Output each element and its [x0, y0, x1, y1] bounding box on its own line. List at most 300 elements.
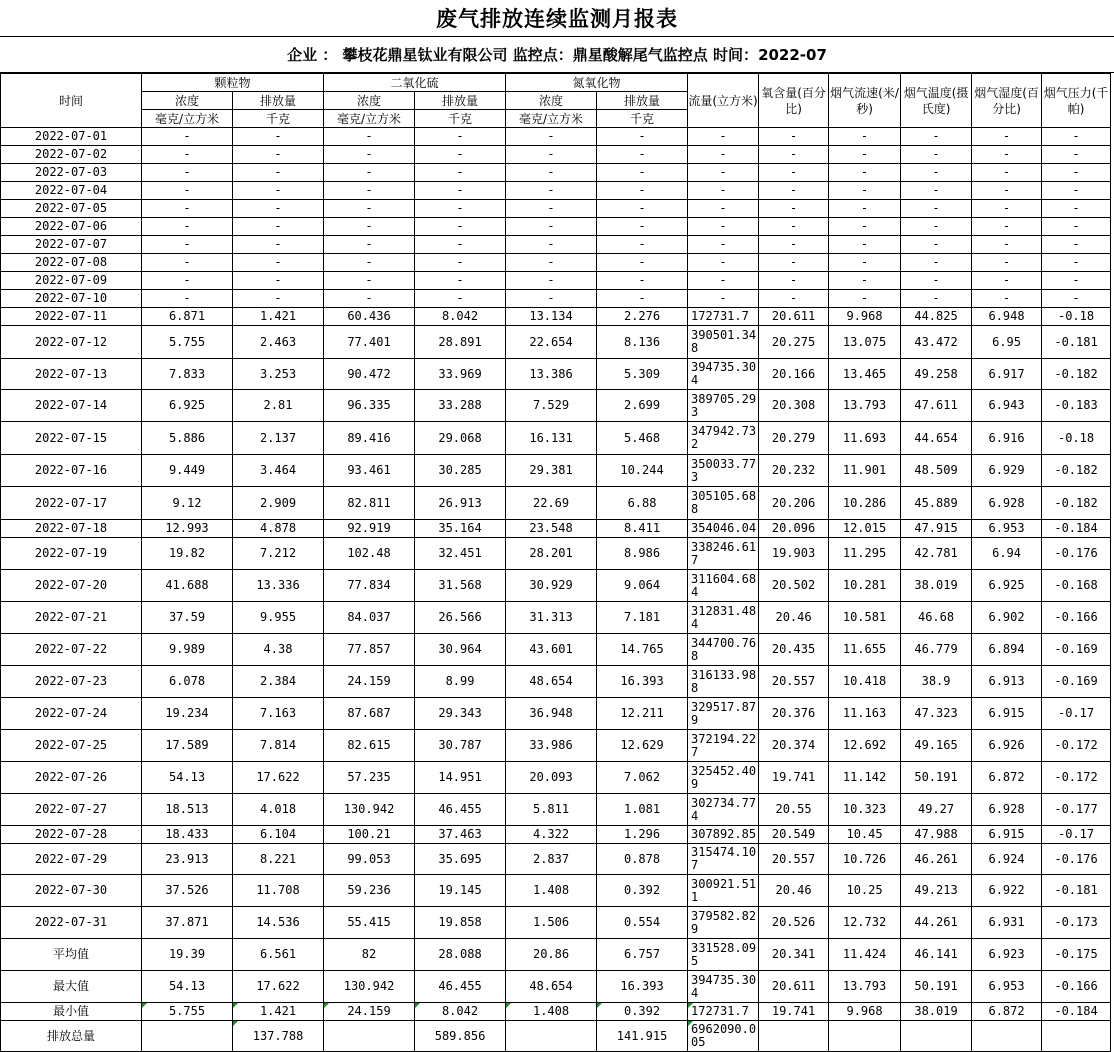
header-nox-conc: 浓度: [506, 92, 597, 110]
table-cell: 37.526: [142, 875, 233, 907]
table-cell: -: [142, 218, 233, 236]
header-particulate: 颗粒物: [142, 74, 324, 92]
table-cell: 20.308: [759, 390, 829, 422]
table-cell: 50.191: [901, 971, 972, 1003]
table-row: [1, 634, 1111, 666]
table-cell: 48.509: [901, 455, 972, 487]
table-cell: 26.913: [415, 487, 506, 520]
table-cell: 90.472: [324, 359, 415, 390]
table-cell: 46.455: [415, 971, 506, 1003]
emission-table: [0, 73, 1111, 1052]
table-cell: -0.172: [1042, 762, 1111, 794]
table-cell: 141.915: [597, 1021, 688, 1052]
monitor-label: 监控点：: [512, 46, 573, 64]
row-label: 2022-07-26: [1, 762, 142, 794]
table-cell: 11.163: [829, 698, 901, 730]
table-cell: 6.953: [972, 971, 1042, 1003]
table-cell: 9.955: [233, 602, 324, 634]
table-cell: 3.253: [233, 359, 324, 390]
table-cell: -: [829, 290, 901, 308]
table-cell: 2.81: [233, 390, 324, 422]
table-row: [1, 272, 1111, 290]
table-cell: 100.21: [324, 826, 415, 844]
header-particulate-emission: 排放量: [233, 92, 324, 110]
table-cell: 47.988: [901, 826, 972, 844]
table-cell: -0.182: [1042, 455, 1111, 487]
table-cell: 87.687: [324, 698, 415, 730]
row-label: 2022-07-22: [1, 634, 142, 666]
table-cell: 18.513: [142, 794, 233, 826]
table-cell: -: [597, 236, 688, 254]
table-cell: 0.392: [597, 1003, 688, 1021]
table-cell: -: [829, 200, 901, 218]
table-cell: 2.463: [233, 326, 324, 359]
table-cell: 344700.768: [688, 634, 759, 666]
table-cell: -0.172: [1042, 730, 1111, 762]
report-title: [0, 0, 1114, 37]
header-so2: 二氧化硫: [324, 74, 506, 92]
table-cell: 20.46: [759, 602, 829, 634]
table-row: [1, 422, 1111, 455]
table-cell: 32.451: [415, 538, 506, 570]
table-cell: 99.053: [324, 844, 415, 875]
table-cell: 4.322: [506, 826, 597, 844]
table-cell: -: [829, 236, 901, 254]
table-cell: 6.925: [142, 390, 233, 422]
table-cell: -: [233, 128, 324, 146]
table-cell: -: [1042, 236, 1111, 254]
table-cell: -: [324, 236, 415, 254]
table-cell: 57.235: [324, 762, 415, 794]
table-cell: -: [415, 290, 506, 308]
table-cell: 6.915: [972, 826, 1042, 844]
table-cell: 33.969: [415, 359, 506, 390]
table-cell: 6.078: [142, 666, 233, 698]
table-cell: -: [972, 164, 1042, 182]
table-cell: 54.13: [142, 762, 233, 794]
table-row: [1, 520, 1111, 538]
table-cell: 12.015: [829, 520, 901, 538]
table-cell: 6.95: [972, 326, 1042, 359]
table-cell: [759, 1021, 829, 1052]
table-cell: 5.309: [597, 359, 688, 390]
time-label: 时间：: [713, 46, 759, 64]
table-row: [1, 487, 1111, 520]
row-label: 排放总量: [1, 1021, 142, 1052]
table-cell: -: [324, 146, 415, 164]
row-label: 2022-07-05: [1, 200, 142, 218]
table-cell: 8.221: [233, 844, 324, 875]
table-cell: 37.871: [142, 907, 233, 939]
report-title-text: 废气排放连续监测月报表: [436, 7, 678, 31]
table-cell: -: [972, 146, 1042, 164]
table-body: [1, 128, 1111, 1052]
table-cell: -0.175: [1042, 939, 1111, 971]
table-cell: 37.463: [415, 826, 506, 844]
table-cell: 82.615: [324, 730, 415, 762]
table-cell: -: [759, 164, 829, 182]
table-cell: 82.811: [324, 487, 415, 520]
table-cell: 50.191: [901, 762, 972, 794]
table-cell: -: [1042, 200, 1111, 218]
table-cell: -: [506, 200, 597, 218]
table-cell: 5.811: [506, 794, 597, 826]
table-cell: -: [688, 146, 759, 164]
table-cell: 589.856: [415, 1021, 506, 1052]
table-cell: -: [901, 272, 972, 290]
table-cell: 6.928: [972, 487, 1042, 520]
header-temperature: 烟气温度(摄氏度): [901, 74, 972, 128]
table-cell: -0.177: [1042, 794, 1111, 826]
table-cell: 347942.732: [688, 422, 759, 455]
table-cell: -: [972, 272, 1042, 290]
table-cell: -: [829, 146, 901, 164]
table-cell: 1.408: [506, 875, 597, 907]
table-cell: 19.145: [415, 875, 506, 907]
row-label: 2022-07-06: [1, 218, 142, 236]
table-cell: -: [688, 254, 759, 272]
table-cell: -: [233, 272, 324, 290]
table-cell: 20.279: [759, 422, 829, 455]
table-cell: 172731.7: [688, 1003, 759, 1021]
table-cell: 20.166: [759, 359, 829, 390]
table-cell: 20.46: [759, 875, 829, 907]
table-cell: 4.878: [233, 520, 324, 538]
table-cell: 44.825: [901, 308, 972, 326]
row-label: 2022-07-27: [1, 794, 142, 826]
table-cell: 20.275: [759, 326, 829, 359]
table-cell: -0.168: [1042, 570, 1111, 602]
table-row: [1, 762, 1111, 794]
header-nox-emission: 排放量: [597, 92, 688, 110]
table-row: [1, 455, 1111, 487]
table-row: [1, 570, 1111, 602]
table-cell: -: [415, 218, 506, 236]
table-cell: -: [901, 236, 972, 254]
table-cell: -: [759, 290, 829, 308]
table-cell: -: [597, 200, 688, 218]
table-cell: 9.449: [142, 455, 233, 487]
row-label: 2022-07-16: [1, 455, 142, 487]
table-row: [1, 146, 1111, 164]
table-cell: 16.393: [597, 666, 688, 698]
table-cell: 6.948: [972, 308, 1042, 326]
table-row: [1, 698, 1111, 730]
table-cell: -: [597, 272, 688, 290]
table-cell: 38.9: [901, 666, 972, 698]
table-cell: 6962090.005: [688, 1021, 759, 1052]
row-label: 2022-07-04: [1, 182, 142, 200]
table-cell: 6.88: [597, 487, 688, 520]
table-cell: 19.903: [759, 538, 829, 570]
table-cell: [972, 1021, 1042, 1052]
table-cell: 46.455: [415, 794, 506, 826]
row-label: 2022-07-24: [1, 698, 142, 730]
table-cell: -: [597, 164, 688, 182]
table-cell: -: [901, 182, 972, 200]
table-cell: -: [829, 182, 901, 200]
table-cell: 20.374: [759, 730, 829, 762]
header-nox: 氮氧化物: [506, 74, 688, 92]
table-cell: -: [688, 164, 759, 182]
table-cell: 96.335: [324, 390, 415, 422]
table-cell: 130.942: [324, 971, 415, 1003]
table-cell: 11.424: [829, 939, 901, 971]
table-cell: 10.281: [829, 570, 901, 602]
table-cell: 312831.484: [688, 602, 759, 634]
table-cell: 6.872: [972, 762, 1042, 794]
table-cell: 19.858: [415, 907, 506, 939]
table-cell: -: [972, 200, 1042, 218]
table-cell: -0.181: [1042, 326, 1111, 359]
table-cell: [1042, 1021, 1111, 1052]
table-cell: 379582.829: [688, 907, 759, 939]
table-cell: 315474.107: [688, 844, 759, 875]
table-cell: 325452.409: [688, 762, 759, 794]
header-pressure: 烟气压力(千帕): [1042, 74, 1111, 128]
row-label: 2022-07-13: [1, 359, 142, 390]
table-cell: 1.506: [506, 907, 597, 939]
table-cell: 311604.684: [688, 570, 759, 602]
table-cell: 49.213: [901, 875, 972, 907]
header-particulate-emission-unit: 千克: [233, 110, 324, 128]
table-cell: -: [688, 290, 759, 308]
table-cell: 49.165: [901, 730, 972, 762]
table-cell: 47.915: [901, 520, 972, 538]
table-cell: 20.376: [759, 698, 829, 730]
table-cell: 22.654: [506, 326, 597, 359]
table-cell: 20.093: [506, 762, 597, 794]
row-label: 2022-07-12: [1, 326, 142, 359]
table-cell: 49.27: [901, 794, 972, 826]
header-nox-conc-unit: 毫克/立方米: [506, 110, 597, 128]
table-cell: -: [142, 290, 233, 308]
table-cell: 6.757: [597, 939, 688, 971]
table-cell: 7.212: [233, 538, 324, 570]
table-cell: -: [759, 182, 829, 200]
table-cell: -: [829, 218, 901, 236]
table-cell: 12.692: [829, 730, 901, 762]
table-cell: -: [506, 128, 597, 146]
table-cell: 19.741: [759, 762, 829, 794]
table-cell: 394735.304: [688, 971, 759, 1003]
table-cell: 23.548: [506, 520, 597, 538]
table-row: [1, 218, 1111, 236]
table-cell: -: [324, 254, 415, 272]
table-cell: -: [901, 128, 972, 146]
table-row: [1, 907, 1111, 939]
table-cell: 6.926: [972, 730, 1042, 762]
table-cell: -: [506, 290, 597, 308]
header-time: 时间: [1, 74, 142, 128]
summary-row: [1, 1003, 1111, 1021]
table-cell: 372194.227: [688, 730, 759, 762]
table-row: [1, 236, 1111, 254]
table-cell: 16.131: [506, 422, 597, 455]
row-label: 平均值: [1, 939, 142, 971]
table-cell: 3.464: [233, 455, 324, 487]
table-cell: -: [759, 128, 829, 146]
table-cell: 6.913: [972, 666, 1042, 698]
table-cell: 24.159: [324, 1003, 415, 1021]
table-cell: 7.062: [597, 762, 688, 794]
table-cell: 48.654: [506, 666, 597, 698]
table-cell: 12.993: [142, 520, 233, 538]
table-cell: 102.48: [324, 538, 415, 570]
table-cell: 20.549: [759, 826, 829, 844]
table-cell: 0.392: [597, 875, 688, 907]
table-cell: 2.276: [597, 308, 688, 326]
table-cell: 8.99: [415, 666, 506, 698]
table-cell: -: [759, 146, 829, 164]
table-row: [1, 826, 1111, 844]
header-nox-emission-unit: 千克: [597, 110, 688, 128]
table-cell: 19.39: [142, 939, 233, 971]
table-cell: -: [324, 218, 415, 236]
table-cell: [901, 1021, 972, 1052]
table-cell: -: [1042, 218, 1111, 236]
table-cell: 46.779: [901, 634, 972, 666]
header-so2-emission: 排放量: [415, 92, 506, 110]
row-label: 2022-07-29: [1, 844, 142, 875]
table-cell: -: [759, 272, 829, 290]
table-cell: 2.137: [233, 422, 324, 455]
table-cell: 20.557: [759, 666, 829, 698]
table-cell: -0.181: [1042, 875, 1111, 907]
table-row: [1, 290, 1111, 308]
table-cell: 77.834: [324, 570, 415, 602]
table-cell: -: [597, 218, 688, 236]
table-cell: 8.986: [597, 538, 688, 570]
table-cell: 11.142: [829, 762, 901, 794]
table-cell: -: [972, 218, 1042, 236]
table-cell: 19.741: [759, 1003, 829, 1021]
table-cell: 6.902: [972, 602, 1042, 634]
table-row: [1, 308, 1111, 326]
table-cell: -: [1042, 254, 1111, 272]
table-cell: 30.964: [415, 634, 506, 666]
table-row: [1, 182, 1111, 200]
table-cell: 316133.988: [688, 666, 759, 698]
table-cell: 12.629: [597, 730, 688, 762]
header-so2-conc-unit: 毫克/立方米: [324, 110, 415, 128]
table-cell: 302734.774: [688, 794, 759, 826]
table-cell: 172731.7: [688, 308, 759, 326]
table-cell: -0.18: [1042, 422, 1111, 455]
table-cell: 6.931: [972, 907, 1042, 939]
table-cell: -: [759, 254, 829, 272]
table-cell: 20.611: [759, 971, 829, 1003]
table-cell: 20.611: [759, 308, 829, 326]
table-cell: 7.181: [597, 602, 688, 634]
table-cell: 36.948: [506, 698, 597, 730]
table-cell: -: [233, 146, 324, 164]
table-cell: 6.915: [972, 698, 1042, 730]
table-cell: 9.12: [142, 487, 233, 520]
row-label: 2022-07-20: [1, 570, 142, 602]
table-cell: -: [233, 182, 324, 200]
table-cell: 6.929: [972, 455, 1042, 487]
table-cell: [829, 1021, 901, 1052]
row-label: 2022-07-03: [1, 164, 142, 182]
table-cell: 7.833: [142, 359, 233, 390]
table-cell: 4.018: [233, 794, 324, 826]
header-particulate-conc-unit: 毫克/立方米: [142, 110, 233, 128]
table-cell: 10.244: [597, 455, 688, 487]
table-cell: 47.323: [901, 698, 972, 730]
table-cell: -: [415, 236, 506, 254]
table-row: [1, 390, 1111, 422]
table-cell: 6.94: [972, 538, 1042, 570]
table-cell: -: [901, 200, 972, 218]
table-cell: 394735.304: [688, 359, 759, 390]
table-cell: [506, 1021, 597, 1052]
table-cell: 8.042: [415, 308, 506, 326]
table-cell: 14.765: [597, 634, 688, 666]
table-row: [1, 200, 1111, 218]
table-cell: 14.536: [233, 907, 324, 939]
row-label: 2022-07-02: [1, 146, 142, 164]
table-cell: -: [1042, 164, 1111, 182]
table-cell: 20.435: [759, 634, 829, 666]
table-cell: -: [324, 128, 415, 146]
table-cell: 6.561: [233, 939, 324, 971]
table-cell: 9.989: [142, 634, 233, 666]
row-label: 2022-07-30: [1, 875, 142, 907]
table-cell: 29.343: [415, 698, 506, 730]
table-cell: -: [688, 236, 759, 254]
table-cell: -: [901, 290, 972, 308]
table-cell: 93.461: [324, 455, 415, 487]
table-cell: 6.923: [972, 939, 1042, 971]
table-cell: 1.296: [597, 826, 688, 844]
table-cell: 6.943: [972, 390, 1042, 422]
table-cell: -: [597, 146, 688, 164]
row-label: 2022-07-08: [1, 254, 142, 272]
table-cell: 33.288: [415, 390, 506, 422]
table-cell: -: [415, 164, 506, 182]
table-cell: 49.258: [901, 359, 972, 390]
table-cell: 10.418: [829, 666, 901, 698]
table-row: [1, 666, 1111, 698]
table-row: [1, 875, 1111, 907]
row-label: 最小值: [1, 1003, 142, 1021]
table-cell: -0.17: [1042, 698, 1111, 730]
table-cell: 13.386: [506, 359, 597, 390]
row-label: 2022-07-10: [1, 290, 142, 308]
table-cell: -: [1042, 146, 1111, 164]
table-cell: -: [759, 200, 829, 218]
table-cell: 44.261: [901, 907, 972, 939]
table-cell: 37.59: [142, 602, 233, 634]
table-cell: -: [233, 218, 324, 236]
table-cell: 7.529: [506, 390, 597, 422]
table-cell: 307892.85: [688, 826, 759, 844]
table-cell: 338246.617: [688, 538, 759, 570]
table-cell: 6.104: [233, 826, 324, 844]
table-cell: 13.336: [233, 570, 324, 602]
row-label: 2022-07-17: [1, 487, 142, 520]
table-cell: 19.234: [142, 698, 233, 730]
table-cell: 14.951: [415, 762, 506, 794]
table-cell: 55.415: [324, 907, 415, 939]
table-cell: -: [415, 182, 506, 200]
table-cell: 46.141: [901, 939, 972, 971]
table-cell: 18.433: [142, 826, 233, 844]
table-cell: 59.236: [324, 875, 415, 907]
table-cell: -: [1042, 272, 1111, 290]
table-cell: -: [972, 182, 1042, 200]
